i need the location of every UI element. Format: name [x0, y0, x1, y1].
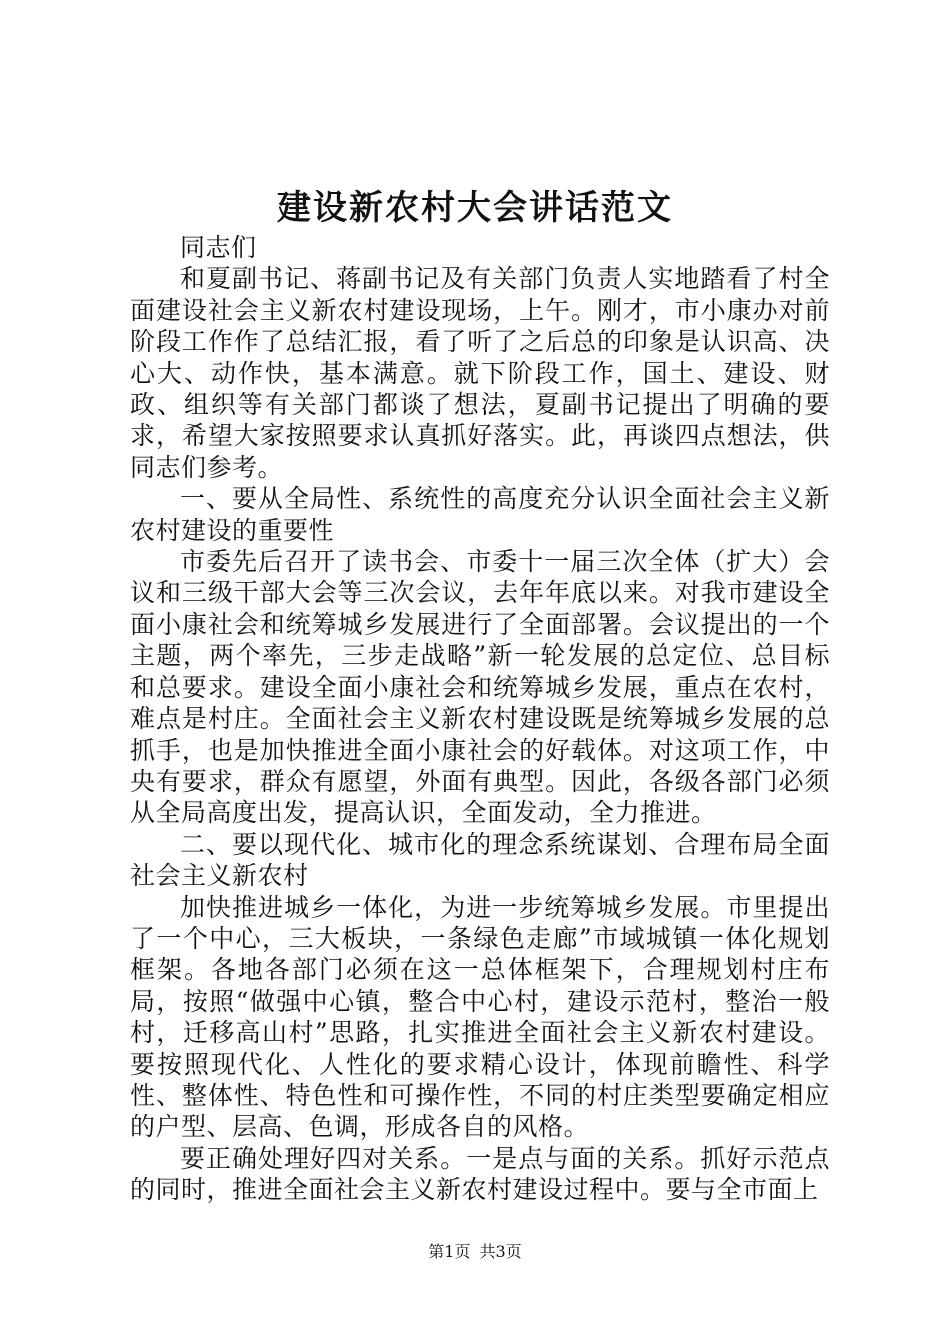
document-title: 建设新农村大会讲话范文: [277, 188, 673, 228]
paragraph-relations: 要正确处理好四对关系。一是点与面的关系。抓好示范点的同时，推进全面社会主义新农村建设过程中。要与全市面上: [130, 1143, 830, 1205]
page-total: 共3页: [479, 1242, 522, 1261]
paragraph-intro: 和夏副书记、蒋副书记及有关部门负责人实地踏看了村全面建设社会主义新农村建设现场，上午。刚才，市小康办对前阶段工作作了总结汇报，看了听了之后总的印象是认识高、决心大、动作快，基本满意。就下阶段工作，国土、建设、财政、组织等有关部门都谈了想法，夏副书记提出了明确的要求，希望大家按照要求认真抓好落实。此，再谈四点想法，供同志们参考。: [130, 264, 830, 482]
paragraph-section-2: 加快推进城乡一体化，为进一步统筹城乡发展。市里提出了一个中心，三大板块，一条绿色走廊”市域城镇一体化规划框架。各地各部门必须在这一总体框架下，合理规划村庄布局，按照“做强中心镇，整合中心村，建设示范村，整治一般村，迁移高山村”思路，扎实推进全面社会主义新农村建设。要按照现代化、人性化的要求精心设计，体现前瞻性、科学性、整体性、特色性和可操作性，不同的村庄类型要确定相应的户型、层高、色调，形成各自的风格。: [130, 892, 830, 1142]
page-number: 第1页: [428, 1242, 471, 1261]
section-heading-1: 一、要从全局性、系统性的高度充分认识全面社会主义新农村建设的重要性: [130, 484, 830, 545]
salutation: 同志们: [180, 233, 257, 262]
section-heading-2: 二、要以现代化、城市化的理念系统谋划、合理布局全面社会主义新农村: [130, 829, 830, 891]
document-body: [130, 232, 830, 1206]
page-footer: [0, 1240, 950, 1264]
paragraph-section-1: 市委先后召开了读书会、市委十一届三次全体（扩大）会议和三级干部大会等三次会议，去年年底以来。对我市建设全面小康社会和统筹城乡发展进行了全面部署。会议提出的一个主题，两个率先，三步走战略”新一轮发展的总定位、总目标和总要求。建设全面小康社会和统筹城乡发展，重点在农村，难点是村庄。全面社会主义新农村建设既是统筹城乡发展的总抓手，也是加快推进全面小康社会的好载体。对这项工作，中央有要求，群众有愿望，外面有典型。因此，各级各部门必须从全局高度出发，提高认识，全面发动，全力推进。: [130, 547, 830, 828]
